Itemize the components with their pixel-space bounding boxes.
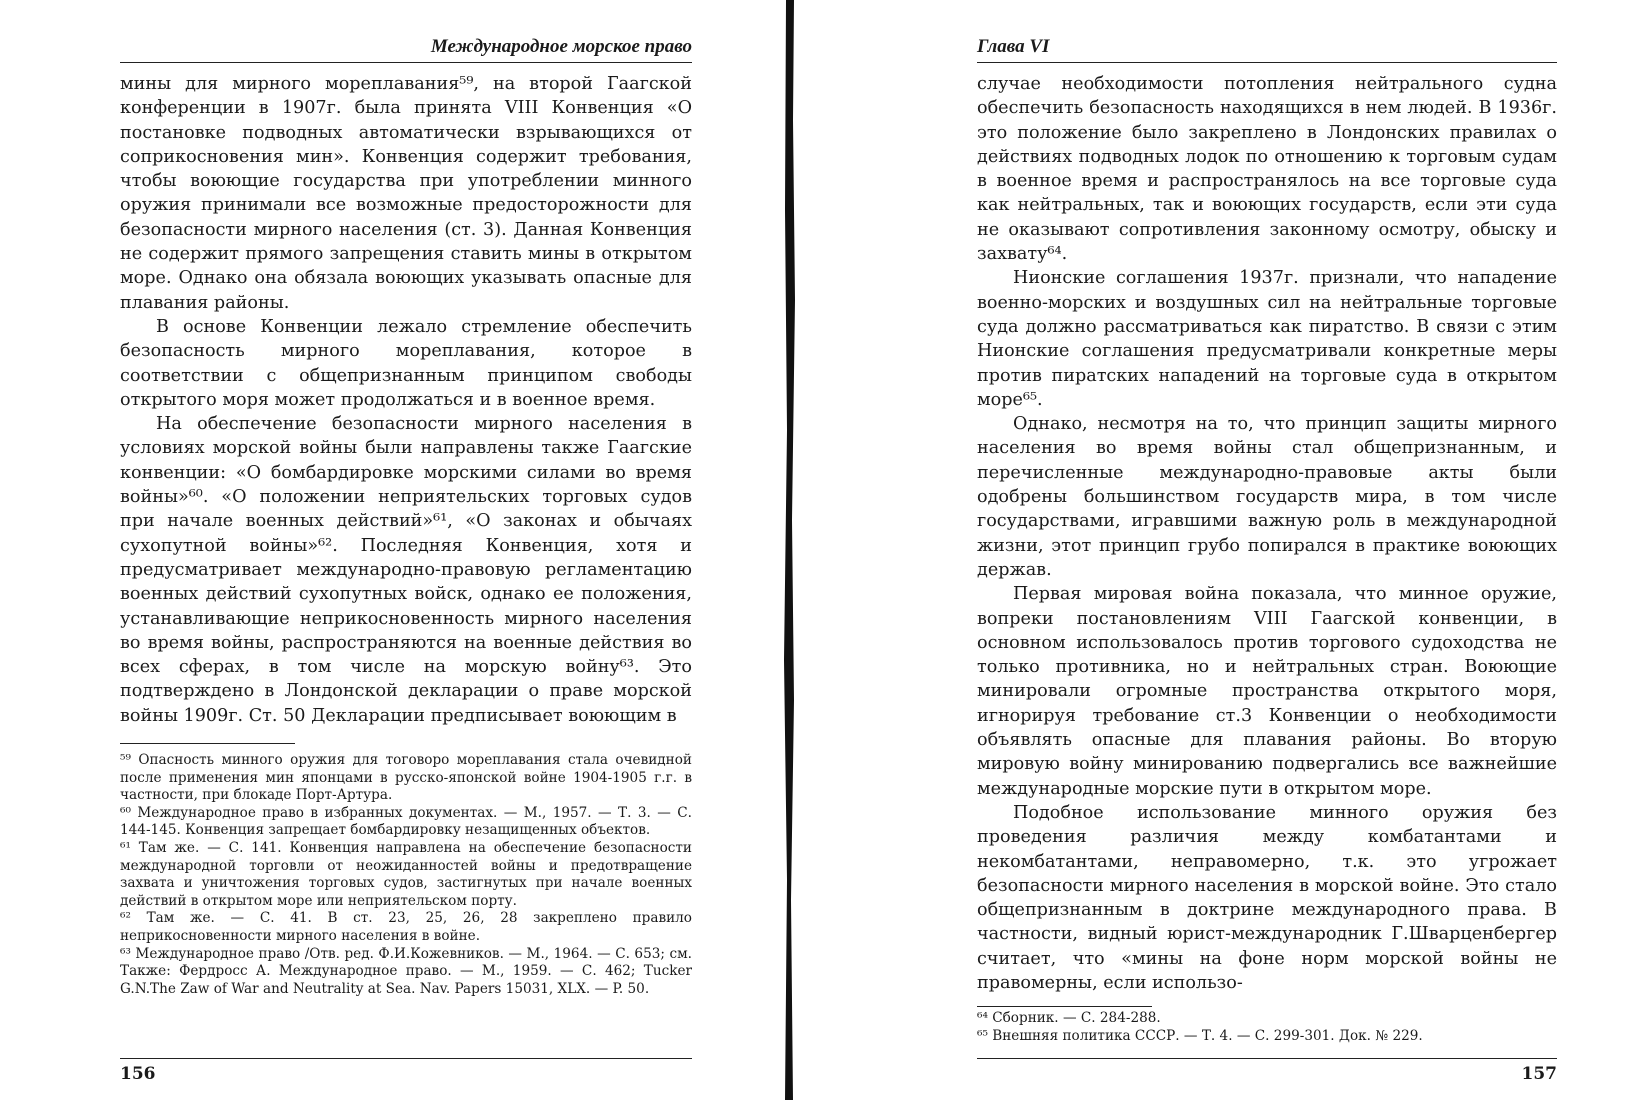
paragraph: На обеспечение безопасности мирного населения в условиях морской войны были направлены также Гаагские конвенции: «О бомбардировке морскими силами во время войны»⁶⁰. «О положении неприятельских торговых судов при начале военных действий»⁶¹, «О законах и обычаях сухопутной войны»⁶². Последняя Конвенция, хотя и предусматривает международно-правовую регламентацию военных действий сухопутных войск, однако ее положения, устанавливающие неприкосновенность мирного населения во время войны, распространяются на военные действия во всех сферах, в том числе на морскую войну⁶³. Это подтверждено в Лондонской декларации о праве морской войны 1909г. Ст. 50 Декларации предписывает воюющим в <box>120 414 692 726</box>
paragraph: мины для мирного мореплавания⁵⁹, на второй Гаагской конференции в 1907г. была принята VIII Конвенция «О постановке подводных автоматически взрывающихся от соприкосновения мин». Конвенция содержит требования, чтобы воюющие государства при употреблении минного оружия принимали все возможные предосторожности для безопасности мирного населения (ст. 3). Данная Конвенция не содержит прямого запрещения ставить мины в открытом море. Однако она обязала воюющих указывать опасные для плавания районы. <box>120 74 692 313</box>
footnote: ⁶⁰ Международное право в избранных документах. — М., 1957. — Т. 3. — С. 144-145. Конвенция запрещает бомбардировку незащищенных объектов. <box>120 804 692 839</box>
right-body-text <box>977 72 1557 995</box>
footnote: ⁶² Там же. — С. 41. В ст. 23, 25, 26, 28 закреплено правило неприкосновенности мирного населения в войне. <box>120 910 692 944</box>
page-number: 156 <box>120 1064 156 1084</box>
footer-rule <box>120 1058 692 1059</box>
paragraph: В основе Конвенции лежало стремление обеспечить безопасность мирного мореплавания, которое в соответствии с общепризнанным принципом свободы открытого моря может продолжаться и в военное время. <box>120 316 692 410</box>
footnote: ⁶⁴ Сборник. — С. 284-288. <box>977 1010 1161 1026</box>
paragraph: Первая мировая война показала, что минное оружие, вопреки постановлениям VIII Гаагской конвенции, в основном использовалось против торгового судоходства не только противника, но и нейтральных стран. Воюющие минировали огромные пространства открытого моря, игнорируя требование ст.3 Конвенции о необходимости объявлять опасные для плавания районы. Во вторую мировую войну минированию подвергались все важнейшие международные морские пути в открытом море. <box>977 584 1557 799</box>
footnote-divider <box>120 743 295 744</box>
book-gutter <box>782 0 798 1100</box>
footnote: ⁶⁵ Внешняя политика СССР. — Т. 4. — С. 299-301. Док. № 229. <box>977 1027 1423 1044</box>
footnote: ⁶¹ Там же. — С. 141. Конвенция направлена на обеспечение безопасности международной торговли от неожиданностей войны и предотвращение захвата и уничтожения торговых судов, застигнутых при начале военных действий в открытом море или неприятельском порту. <box>120 839 692 909</box>
gutter-shadow <box>782 0 798 1100</box>
page-number: 157 <box>1521 1064 1557 1084</box>
footnote-divider <box>977 1006 1152 1007</box>
running-header-right: Глава VI <box>977 36 1557 63</box>
footer-rule <box>977 1058 1557 1059</box>
left-page <box>120 0 692 1100</box>
right-page <box>977 0 1557 1100</box>
paragraph: Однако, несмотря на то, что принцип защиты мирного населения во время войны стал общепризнанным, и перечисленные международно-правовые акты были одобрены большинством государств мира, в том числе государствами, игравшими важную роль в международной жизни, этот принцип грубо попирался в практике воюющих держав. <box>977 414 1557 580</box>
right-footnotes <box>977 1010 1557 1045</box>
running-header-left: Международное морское право <box>120 36 692 63</box>
footnote: ⁵⁹ Опасность минного оружия для тоговоро мореплавания стала очевидной после применения мин японцами в русско-японской войне 1904-1905 г.г. в частности, при блокаде Порт-Артура. <box>120 752 692 804</box>
paragraph: Подобное использование минного оружия без проведения различия между комбатантами и некомбатантами, неправомерно, т.к. это угрожает безопасности мирного населения в морской войне. Это стало общепризнанным в доктрине международного права. В частности, видный юрист-международник Г.Шварценбергер считает, что «мины на фоне норм морской войны не правомерны, если использо- <box>977 802 1557 993</box>
left-body-text <box>120 72 692 728</box>
left-footnotes <box>120 752 692 998</box>
paragraph: случае необходимости потопления нейтрального судна обеспечить безопасность находящихся в нем людей. В 1936г. это положение было закреплено в Лондонских правилах о действиях подводных лодок по отношению к торговым судам в военное время и распространялось на все торговые суда как нейтральных, так и воюющих государств, если эти суда не оказывают сопротивления законному осмотру, обыску и захвату⁶⁴. <box>977 74 1557 265</box>
footnote: ⁶³ Международное право /Отв. ред. Ф.И.Кожевников. — М., 1964. — С. 653; см. Также: Фердросс А. Международное право. — М., 1959. — С. 462; Tucker G.N.The Zaw of War and Neutrality at Sea. Nav. Papers 15031, XLX. — P. 50. <box>120 945 692 997</box>
paragraph: Нионские соглашения 1937г. признали, что нападение военно-морских и воздушных сил на нейтральные торговые суда должно рассматриваться как пиратство. В связи с этим Нионские соглашения предусматривали конкретные меры против пиратских нападений на торговые суда в открытом море⁶⁵. <box>977 268 1557 410</box>
